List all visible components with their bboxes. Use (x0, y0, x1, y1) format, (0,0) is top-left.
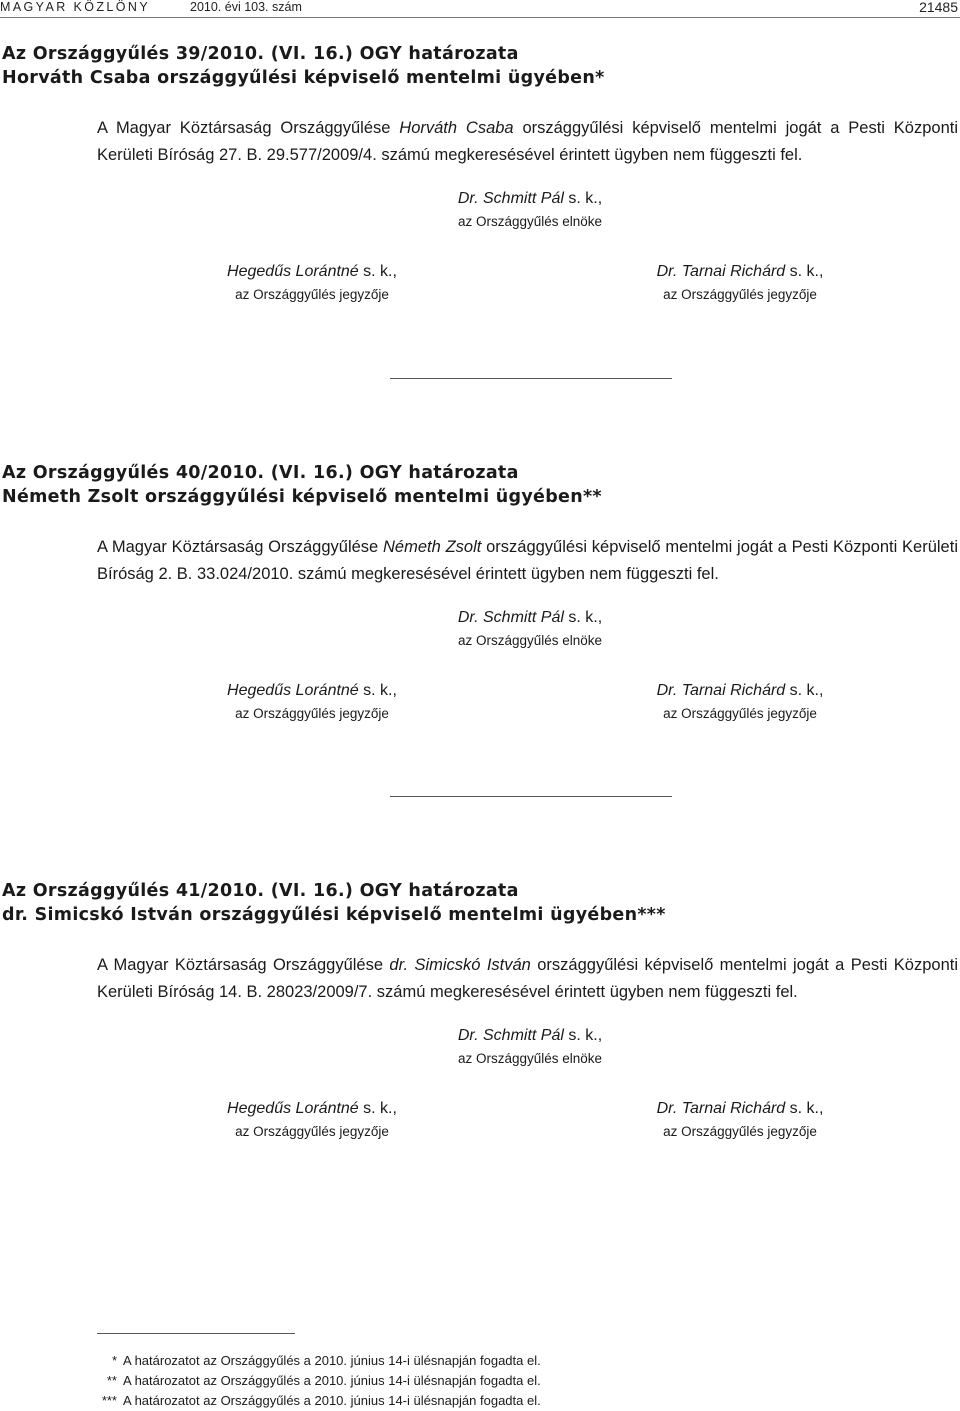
section-divider (390, 378, 672, 379)
decree-heading: Az Országgyűlés 41/2010. (VI. 16.) OGY határozata (2, 881, 519, 901)
footnote-text: A határozatot az Országgyűlés a 2010. június 14-i ülésnapján fogadta el. (123, 1353, 541, 1368)
signatory-name: Hegedűs Lorántné (227, 263, 359, 280)
signatory-name: Dr. Schmitt Pál (457, 190, 564, 207)
footnote-rule (97, 1333, 295, 1334)
signatory-suffix: s. k., (785, 682, 824, 699)
mp-name: Németh Zsolt (383, 538, 482, 556)
signatory-name: Hegedűs Lorántné (227, 1100, 359, 1117)
signatory-role: az Országgyűlés jegyzője (663, 287, 817, 302)
signatory-suffix: s. k., (785, 263, 824, 280)
signature-secretary-left (172, 1099, 452, 1140)
signatory-name: Dr. Schmitt Pál (457, 1027, 564, 1044)
signatory-role: az Országgyűlés jegyzője (235, 706, 389, 721)
decree-text (97, 534, 958, 588)
footnote-marker: *** (101, 1393, 117, 1408)
signatory-name: Dr. Schmitt Pál (457, 609, 564, 626)
signatory-suffix: s. k., (358, 1100, 397, 1117)
footnote-text: A határozatot az Országgyűlés a 2010. június 14-i ülésnapján fogadta el. (123, 1393, 541, 1408)
signatory-role: az Országgyűlés elnöke (457, 214, 603, 229)
signatory-role: az Országgyűlés jegyzője (235, 1124, 389, 1139)
decree-text-start: A Magyar Köztársaság Országgyűlése (97, 956, 390, 974)
decree-heading: Az Országgyűlés 39/2010. (VI. 16.) OGY határozata (2, 44, 519, 64)
mp-name: Horváth Csaba (399, 119, 514, 137)
footnote-marker: ** (106, 1373, 117, 1388)
signatory-suffix: s. k., (358, 682, 397, 699)
footnote-marker: * (111, 1353, 117, 1368)
decree-heading: Az Országgyűlés 40/2010. (VI. 16.) OGY határozata (2, 463, 519, 483)
mp-name: dr. Simicskó István (389, 956, 531, 974)
section-divider (390, 796, 672, 797)
signatory-name: Hegedűs Lorántné (227, 682, 359, 699)
decree-text-end: országgyűlési képviselő mentelmi jogát a Pesti Központi Kerületi Bíróság 14. B. 28023/2009/7. számú megkeresésével érintett ügyben nem függeszti fel. (97, 956, 958, 1001)
signatory-role: az Országgyűlés elnöke (457, 633, 603, 648)
signature-president (380, 608, 680, 649)
decree-text-start: A Magyar Köztársaság Országgyűlése (97, 538, 384, 556)
signatory-role: az Országgyűlés jegyzője (235, 287, 389, 302)
signatory-suffix: s. k., (563, 190, 603, 207)
signature-president (380, 189, 680, 230)
issue-info: 2010. évi 103. szám (190, 0, 302, 14)
decree-text-end: országgyűlési képviselő mentelmi jogát a Pesti Központi Kerületi Bíróság 27. B. 29.577/2009/4. számú megkeresésével érintett ügyben nem függeszti fel. (97, 119, 958, 164)
signatory-role: az Országgyűlés jegyzője (663, 1124, 817, 1139)
decree-text (97, 115, 958, 169)
page-number: 21485 (919, 0, 958, 15)
page-header (0, 0, 960, 16)
signature-secretary-left (172, 681, 452, 722)
journal-title: MAGYAR KÖZLÖNY (0, 0, 151, 14)
header-rule (0, 17, 960, 18)
decree-text (97, 952, 958, 1006)
signature-secretary-right (600, 262, 880, 303)
signatory-suffix: s. k., (563, 609, 603, 626)
decree-text-start: A Magyar Köztársaság Országgyűlése (97, 119, 400, 137)
signature-secretary-right (600, 681, 880, 722)
signature-president (380, 1026, 680, 1067)
decree-subheading: Horváth Csaba országgyűlési képviselő mentelmi ügyében* (2, 68, 605, 88)
signatory-role: az Országgyűlés elnöke (457, 1051, 603, 1066)
signatory-name: Dr. Tarnai Richárd (656, 682, 786, 699)
signatory-suffix: s. k., (358, 263, 397, 280)
signature-secretary-left (172, 262, 452, 303)
signatory-role: az Országgyűlés jegyzője (663, 706, 817, 721)
decree-subheading: dr. Simicskó István országgyűlési képviselő mentelmi ügyében*** (2, 905, 666, 925)
signatory-suffix: s. k., (785, 1100, 824, 1117)
signatory-suffix: s. k., (563, 1027, 603, 1044)
footnote-text: A határozatot az Országgyűlés a 2010. június 14-i ülésnapján fogadta el. (123, 1373, 541, 1388)
signatory-name: Dr. Tarnai Richárd (656, 263, 786, 280)
decree-subheading: Németh Zsolt országgyűlési képviselő mentelmi ügyében** (2, 487, 602, 507)
decree-text-end: országgyűlési képviselő mentelmi jogát a Pesti Központi Kerületi Bíróság 2. B. 33.024/2010. számú megkeresésével érintett ügyben nem függeszti fel. (97, 538, 958, 583)
signatory-name: Dr. Tarnai Richárd (656, 1100, 786, 1117)
signature-secretary-right (600, 1099, 880, 1140)
